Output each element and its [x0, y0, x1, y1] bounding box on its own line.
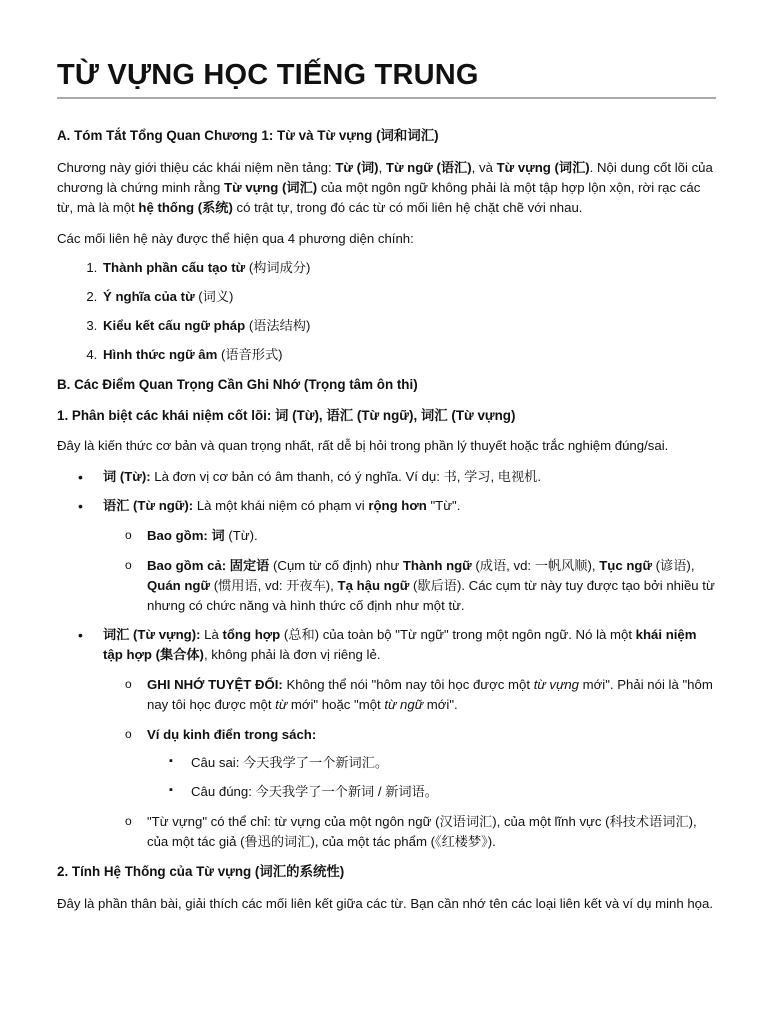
text-span: ,: [378, 160, 386, 176]
text-span: của một ngôn ngữ không phải là một tập hợp lộn xộn, rời rạc các từ, mà là một: [57, 180, 701, 215]
text-span: có trật tự, trong đó các từ có mối liên hệ chặt chẽ với nhau.: [232, 199, 583, 215]
list-item-tu-ngu: [103, 496, 716, 615]
bold-term: Tạ hậu ngữ: [337, 577, 410, 593]
text-span: (Cụm từ cố định) như: [269, 558, 403, 574]
bold-term: Từ ngữ (语汇): [385, 160, 472, 176]
concept-list: [57, 467, 716, 852]
list-item: [101, 345, 716, 365]
list-item: [147, 556, 716, 615]
section-a: [57, 126, 716, 364]
text-span: Không thể nói "hôm nay tôi học được một: [282, 677, 534, 693]
list-item-ghi-nho: [147, 675, 716, 715]
bold-term: Bao gồm: 词: [147, 528, 225, 544]
example-wrong: [191, 753, 716, 773]
bold-term: Hình thức ngữ âm: [103, 346, 218, 362]
section-a-paragraph-2: Các mối liên hệ này được thể hiện qua 4 phương diện chính:: [57, 230, 414, 246]
text-span: (构词成分): [245, 260, 311, 276]
list-item: [101, 258, 716, 278]
text-span: Câu đúng:: [191, 784, 256, 800]
bold-term: Thành ngữ: [402, 558, 472, 574]
text-span: . Nội dung cốt lõi của chương là chứng minh rằng: [57, 160, 713, 196]
bold-term: Quán ngữ: [147, 577, 211, 593]
sub-list: [103, 675, 716, 852]
text-span: (歇后语). Các cụm từ này tuy được tạo bởi nhiều từ nhưng có chức năng và hình thức cố định như một từ.: [147, 577, 715, 613]
text-span: "Từ".: [426, 498, 461, 514]
text-span: (谚语),: [652, 558, 695, 574]
list-item: [147, 526, 716, 546]
text-span: , và: [471, 160, 497, 176]
example-right: [191, 782, 716, 802]
chinese-text: 今天我学了一个新词 / 新词语。: [255, 784, 438, 800]
bold-term: Từ (词): [335, 160, 379, 176]
text-span: mới".: [423, 696, 458, 712]
bold-term: Thành phần cấu tạo từ: [103, 260, 246, 276]
list-item: [101, 316, 716, 336]
list-item: [101, 287, 716, 307]
bold-term: Ví dụ kinh điển trong sách:: [147, 726, 317, 742]
text-span: Chương này giới thiệu các khái niệm nền tảng:: [57, 160, 336, 176]
bold-term: rộng hơn: [368, 498, 427, 514]
text-span: Là một khái niệm có phạm vi: [193, 498, 369, 514]
bold-term: 词 (Từ):: [103, 468, 151, 484]
chinese-text: 今天我学了一个新词汇。: [243, 755, 389, 771]
text-span: mới" hoặc "một: [287, 696, 385, 712]
text-span: (Từ).: [224, 528, 258, 544]
list-item-tu-vung: [103, 625, 716, 851]
text-span: (惯用语, vd: 开夜车),: [210, 577, 338, 593]
section-b-heading: B. Các Điểm Quan Trọng Cần Ghi Nhớ (Trọng tâm ôn thi): [57, 376, 418, 392]
list-item-vi-du: [147, 725, 716, 802]
bold-term: Từ vựng (词汇): [496, 160, 590, 176]
italic-term: từ ngữ: [384, 696, 424, 712]
subsection-1-intro: Đây là kiến thức cơ bản và quan trọng nhất, rất dễ bị hỏi trong phần lý thuyết hoặc trắc nghiệm đúng/sai.: [57, 437, 669, 453]
bold-term: Tục ngữ: [599, 558, 652, 574]
subsection-2-intro: Đây là phần thân bài, giải thích các mối liên kết giữa các từ. Bạn cần nhớ tên các loại liên kết và ví dụ minh họa.: [57, 895, 714, 911]
bold-term: Ý nghĩa của từ: [103, 289, 195, 305]
text-span: (词义): [194, 289, 234, 305]
list-item-pham-vi: o "Từ vựng" có thể chỉ: từ vựng của một ngôn ngữ (汉语词汇), của một lĩnh vực (科技术语词汇), của một tác giả (鲁迅的词汇), của một tác phẩm (《红楼梦》).: [147, 812, 716, 852]
italic-term: từ vựng: [533, 677, 579, 693]
text-span: (总和) của toàn bộ "Từ ngữ" trong một ngôn ngữ. Nó là một: [280, 627, 636, 643]
text-span: Là đơn vị cơ bản có âm thanh, có ý nghĩa. Ví dụ: 书, 学习, 电视机.: [150, 468, 542, 484]
text-span: mới". Phải nói là "hôm nay tôi học được một: [147, 677, 713, 712]
text-span: (语音形式): [217, 346, 283, 362]
sub-list: [103, 526, 716, 615]
text-span: (成语, vd: 一帆风顺),: [471, 558, 600, 574]
section-a-paragraph-1: [57, 158, 716, 217]
text-span: , không phải là đơn vị riêng lẻ.: [203, 647, 381, 663]
text-span: Là: [200, 627, 223, 643]
section-a-heading: A. Tóm Tắt Tổng Quan Chương 1: Từ và Từ vựng (词和词汇): [57, 128, 439, 144]
bold-term: GHI NHỚ TUYỆT ĐỐI:: [147, 677, 283, 693]
bold-term: Bao gồm cả: 固定语: [147, 558, 270, 574]
text-span: (语法结构): [245, 318, 311, 334]
italic-term: từ: [275, 696, 288, 712]
bold-term: tổng hợp: [222, 627, 281, 643]
bold-term: Kiểu kết cấu ngữ pháp: [103, 318, 246, 334]
bold-term: khái niệm tập hợp (集合体): [103, 627, 697, 663]
subsection-1-heading: 1. Phân biệt các khái niệm cốt lõi: 词 (Từ), 语汇 (Từ ngữ), 词汇 (Từ vựng): [57, 407, 516, 423]
subsection-2-heading: 2. Tính Hệ Thống của Từ vựng (词汇的系统性): [57, 863, 345, 879]
bold-term: hệ thống (系统): [138, 199, 233, 215]
example-list: [147, 753, 716, 802]
bold-term: 语汇 (Từ ngữ):: [103, 498, 194, 514]
section-b: [57, 375, 716, 914]
bold-term: 词汇 (Từ vựng):: [103, 627, 201, 643]
bold-term: Từ vựng (词汇): [224, 180, 318, 196]
page-title: TỪ VỰNG HỌC TIẾNG TRUNG: [57, 56, 716, 99]
list-item-tu: [103, 467, 716, 487]
aspect-list: [57, 258, 716, 364]
text-span: Câu sai:: [191, 755, 244, 771]
